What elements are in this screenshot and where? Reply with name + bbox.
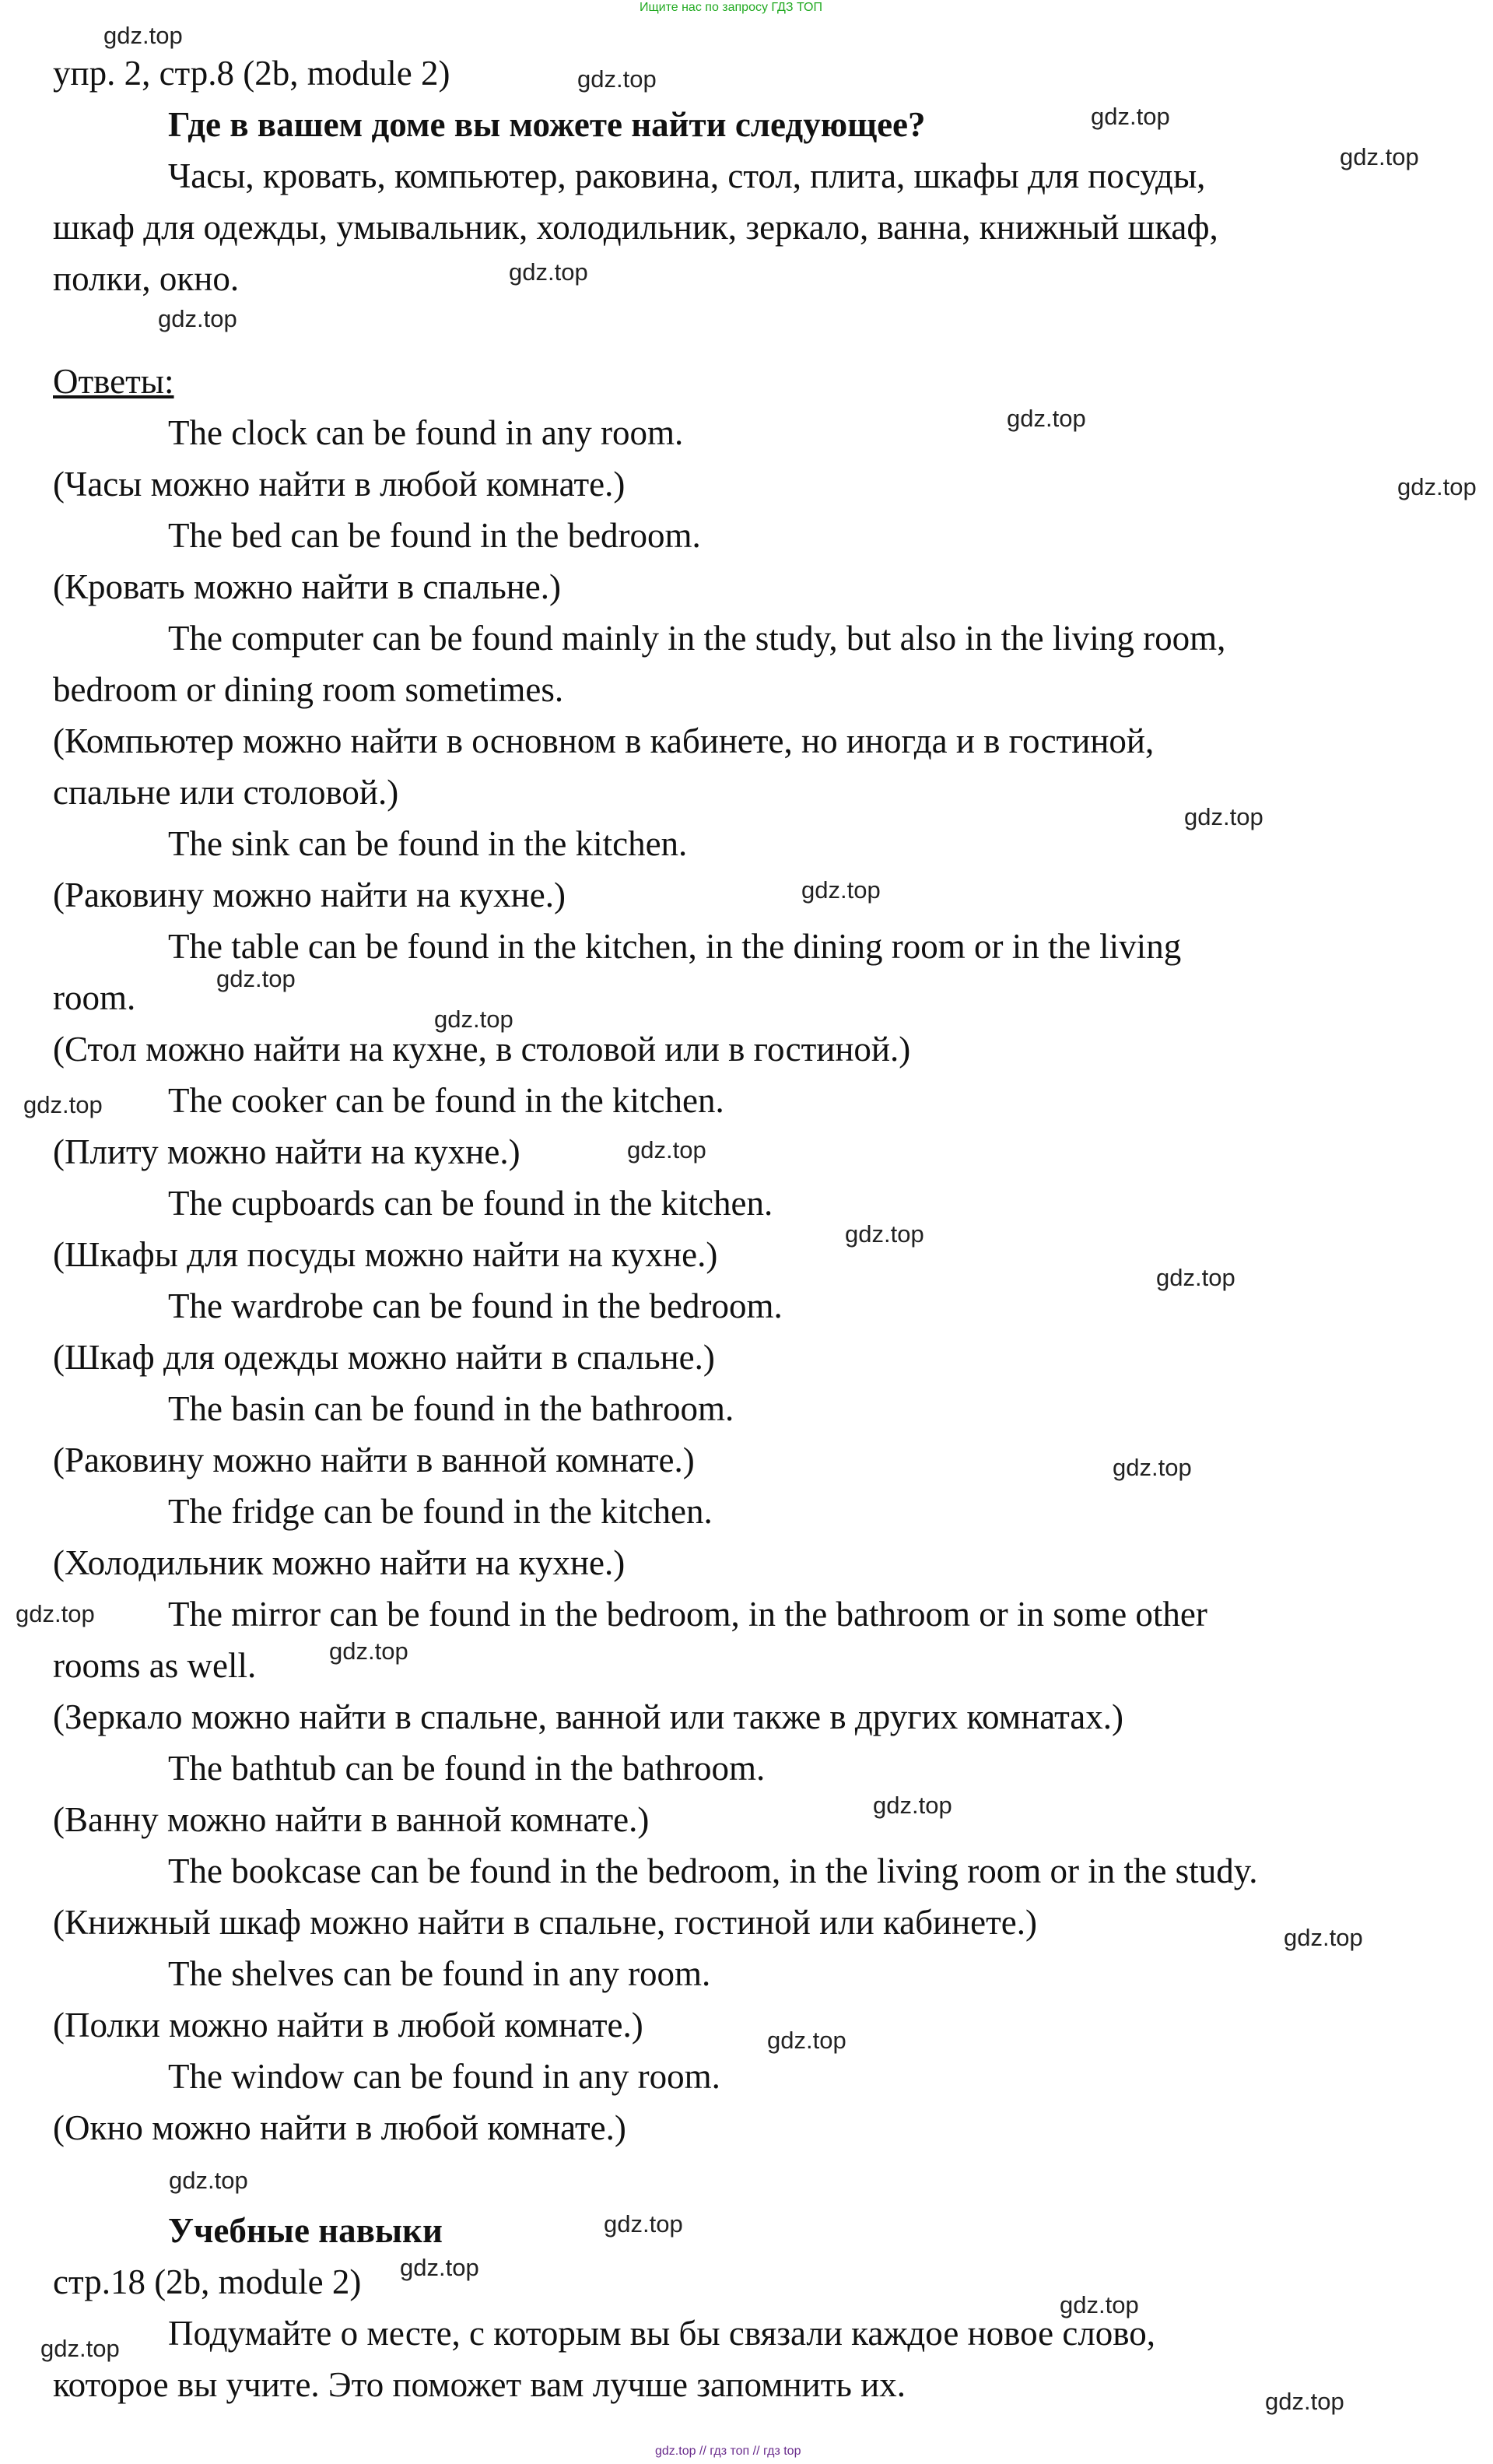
answer-translation-line: (Зеркало можно найти в спальне, ванной или также в других комнатах.) — [53, 1697, 1123, 1736]
answer-english-line: The fridge can be found in the kitchen. — [168, 1492, 713, 1531]
watermark: gdz.top — [1091, 103, 1170, 130]
answer-english-line: The basin can be found in the bathroom. — [168, 1389, 734, 1428]
watermark: gdz.top — [434, 1006, 513, 1033]
answer-translation-line: (Холодильник можно найти на кухне.) — [53, 1543, 626, 1582]
answer-english-line: The cooker can be found in the kitchen. — [168, 1081, 724, 1120]
exercise-reference: упр. 2, стр.8 (2b, module 2) — [53, 54, 450, 93]
exercise-items-line: шкаф для одежды, умывальник, холодильник, зеркало, ванна, книжный шкаф, — [53, 208, 1218, 247]
watermark: gdz.top — [103, 22, 183, 49]
watermark: gdz.top — [767, 2027, 846, 2054]
answer-translation-line: (Компьютер можно найти в основном в кабинете, но иногда и в гостиной, — [53, 721, 1155, 760]
header-note: Ищите нас по запросу ГДЗ ТОП — [640, 1, 822, 14]
answer-translation-line: (Шкаф для одежды можно найти в спальне.) — [53, 1338, 715, 1377]
watermark: gdz.top — [873, 1792, 952, 1819]
watermark: gdz.top — [23, 1091, 103, 1118]
answer-english-line: The clock can be found in any room. — [168, 413, 684, 452]
section-text-line: Подумайте о месте, с которым вы бы связали каждое новое слово, — [168, 2314, 1155, 2353]
answer-english-line: The cupboards can be found in the kitchen. — [168, 1184, 773, 1223]
answer-translation-line: (Ванну можно найти в ванной комнате.) — [53, 1800, 650, 1839]
answer-translation-line: спальне или столовой.) — [53, 773, 399, 812]
watermark: gdz.top — [1113, 1454, 1192, 1481]
answer-english-line: The window can be found in any room. — [168, 2057, 720, 2096]
answer-translation-line: (Раковину можно найти на кухне.) — [53, 876, 566, 914]
answer-translation-line: (Книжный шкаф можно найти в спальне, гостиной или кабинете.) — [53, 1903, 1038, 1942]
answer-english-line: The shelves can be found in any room. — [168, 1954, 711, 1993]
answer-translation-line: (Кровать можно найти в спальне.) — [53, 567, 562, 606]
watermark: gdz.top — [1265, 2388, 1344, 2415]
answer-english-line: The mirror can be found in the bedroom, in the bathroom or in some other — [168, 1595, 1207, 1634]
answer-translation-line: (Шкафы для посуды можно найти на кухне.) — [53, 1235, 718, 1274]
watermark: gdz.top — [1060, 2291, 1139, 2318]
answers-label: Ответы: — [53, 362, 174, 401]
watermark: gdz.top — [1007, 405, 1086, 432]
answer-english-line: The computer can be found mainly in the study, but also in the living room, — [168, 619, 1226, 658]
watermark: gdz.top — [16, 1600, 95, 1627]
footer-note: gdz.top // гдз топ // гдз top — [655, 2445, 801, 2458]
watermark: gdz.top — [329, 1637, 408, 1665]
watermark: gdz.top — [1184, 803, 1263, 830]
watermark: gdz.top — [1397, 473, 1477, 500]
exercise-question: Где в вашем доме вы можете найти следующее? — [168, 105, 926, 144]
watermark: gdz.top — [400, 2254, 479, 2281]
answer-english-line: The bookcase can be found in the bedroom, in the living room or in the study. — [168, 1852, 1258, 1890]
watermark: gdz.top — [158, 305, 237, 332]
exercise-items-line: полки, окно. — [53, 259, 240, 298]
section-text-line: которое вы учите. Это поможет вам лучше запомнить их. — [53, 2365, 906, 2404]
watermark: gdz.top — [1284, 1924, 1363, 1951]
answer-english-line: rooms as well. — [53, 1646, 257, 1685]
answer-translation-line: (Часы можно найти в любой комнате.) — [53, 465, 626, 504]
watermark: gdz.top — [1340, 143, 1419, 170]
answer-english-line: The bathtub can be found in the bathroom. — [168, 1749, 766, 1788]
watermark: gdz.top — [40, 2335, 120, 2362]
section-title: Учебные навыки — [168, 2211, 443, 2250]
answer-english-line: The bed can be found in the bedroom. — [168, 516, 701, 555]
watermark: gdz.top — [845, 1220, 924, 1248]
answer-english-line: The wardrobe can be found in the bedroom. — [168, 1286, 783, 1325]
section-reference: стр.18 (2b, module 2) — [53, 2262, 362, 2301]
watermark: gdz.top — [604, 2210, 683, 2238]
answer-translation-line: (Стол можно найти на кухне, в столовой или в гостиной.) — [53, 1030, 911, 1069]
watermark: gdz.top — [627, 1136, 706, 1164]
answer-english-line: The table can be found in the kitchen, in the dining room or in the living — [168, 927, 1182, 966]
answer-english-line: bedroom or dining room sometimes. — [53, 670, 564, 709]
answer-translation-line: (Окно можно найти в любой комнате.) — [53, 2108, 626, 2147]
answer-translation-line: (Раковину можно найти в ванной комнате.) — [53, 1441, 695, 1479]
exercise-items-line: Часы, кровать, компьютер, раковина, стол, плита, шкафы для посуды, — [168, 156, 1206, 195]
watermark: gdz.top — [1156, 1264, 1235, 1291]
watermark: gdz.top — [509, 258, 588, 286]
answer-english-line: The sink can be found in the kitchen. — [168, 824, 688, 863]
watermark: gdz.top — [169, 2167, 248, 2194]
answer-translation-line: (Плиту можно найти на кухне.) — [53, 1132, 520, 1171]
answer-english-line: room. — [53, 978, 136, 1017]
watermark: gdz.top — [216, 965, 296, 992]
answer-translation-line: (Полки можно найти в любой комнате.) — [53, 2006, 643, 2045]
watermark: gdz.top — [801, 876, 881, 904]
watermark: gdz.top — [577, 65, 657, 93]
